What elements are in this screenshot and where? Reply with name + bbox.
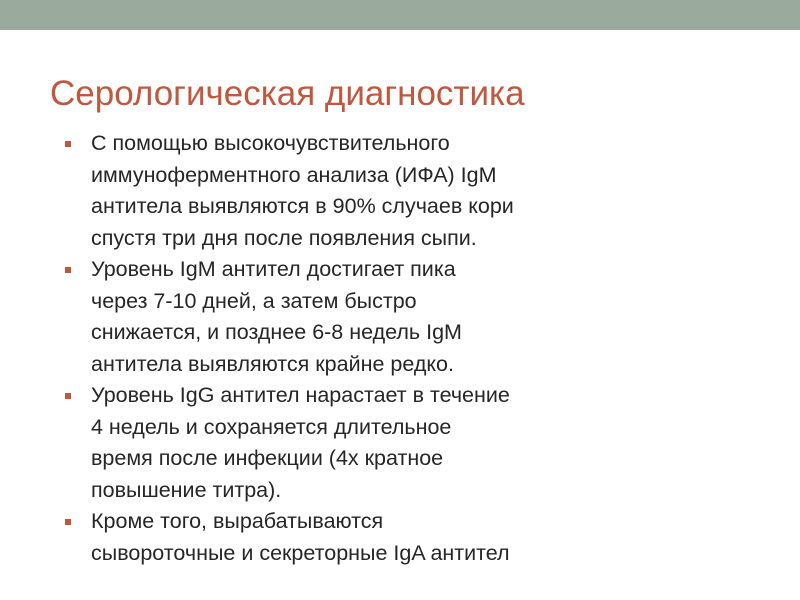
bullet-line: С помощью высокочувствительного: [91, 131, 450, 155]
square-bullet-icon: [65, 393, 71, 399]
header-band: [0, 0, 800, 30]
bullet-line: антитела выявляются в 90% случаев кори: [91, 194, 514, 218]
bullet-line: антитела выявляются крайне редко.: [91, 351, 454, 376]
square-bullet-icon: [65, 267, 71, 273]
bullet-item-4: [64, 506, 624, 569]
bullet-line: время после инфекции (4х кратное: [91, 446, 444, 470]
bullet-line: 4 недель и сохраняется длительное: [91, 414, 452, 439]
bullet-list: [64, 128, 624, 569]
bullet-line: снижается, и позднее 6-8 недель IgM: [91, 320, 462, 344]
bullet-line: через 7-10 дней, а затем быстро: [91, 288, 417, 313]
slide-title: Серологическая диагностика: [50, 74, 525, 113]
bullet-item-3: [64, 380, 624, 506]
bullet-line: иммуноферментного анализа (ИФА) IgM: [91, 162, 497, 187]
bullet-line: сывороточные и секреторные IgA антител: [91, 540, 510, 565]
square-bullet-icon: [65, 519, 71, 525]
bullet-item-1: [64, 128, 624, 254]
square-bullet-icon: [65, 141, 71, 147]
bullet-line: спустя три дня после появления сыпи.: [91, 225, 477, 250]
bullet-line: Кроме того, вырабатываются: [91, 509, 384, 533]
bullet-line: повышение титра).: [91, 477, 282, 502]
bullet-line: Уровень IgG антител нарастает в течение: [91, 383, 510, 407]
bullet-item-2: [64, 254, 624, 380]
bullet-line: Уровень IgM антител достигает пика: [91, 257, 456, 281]
